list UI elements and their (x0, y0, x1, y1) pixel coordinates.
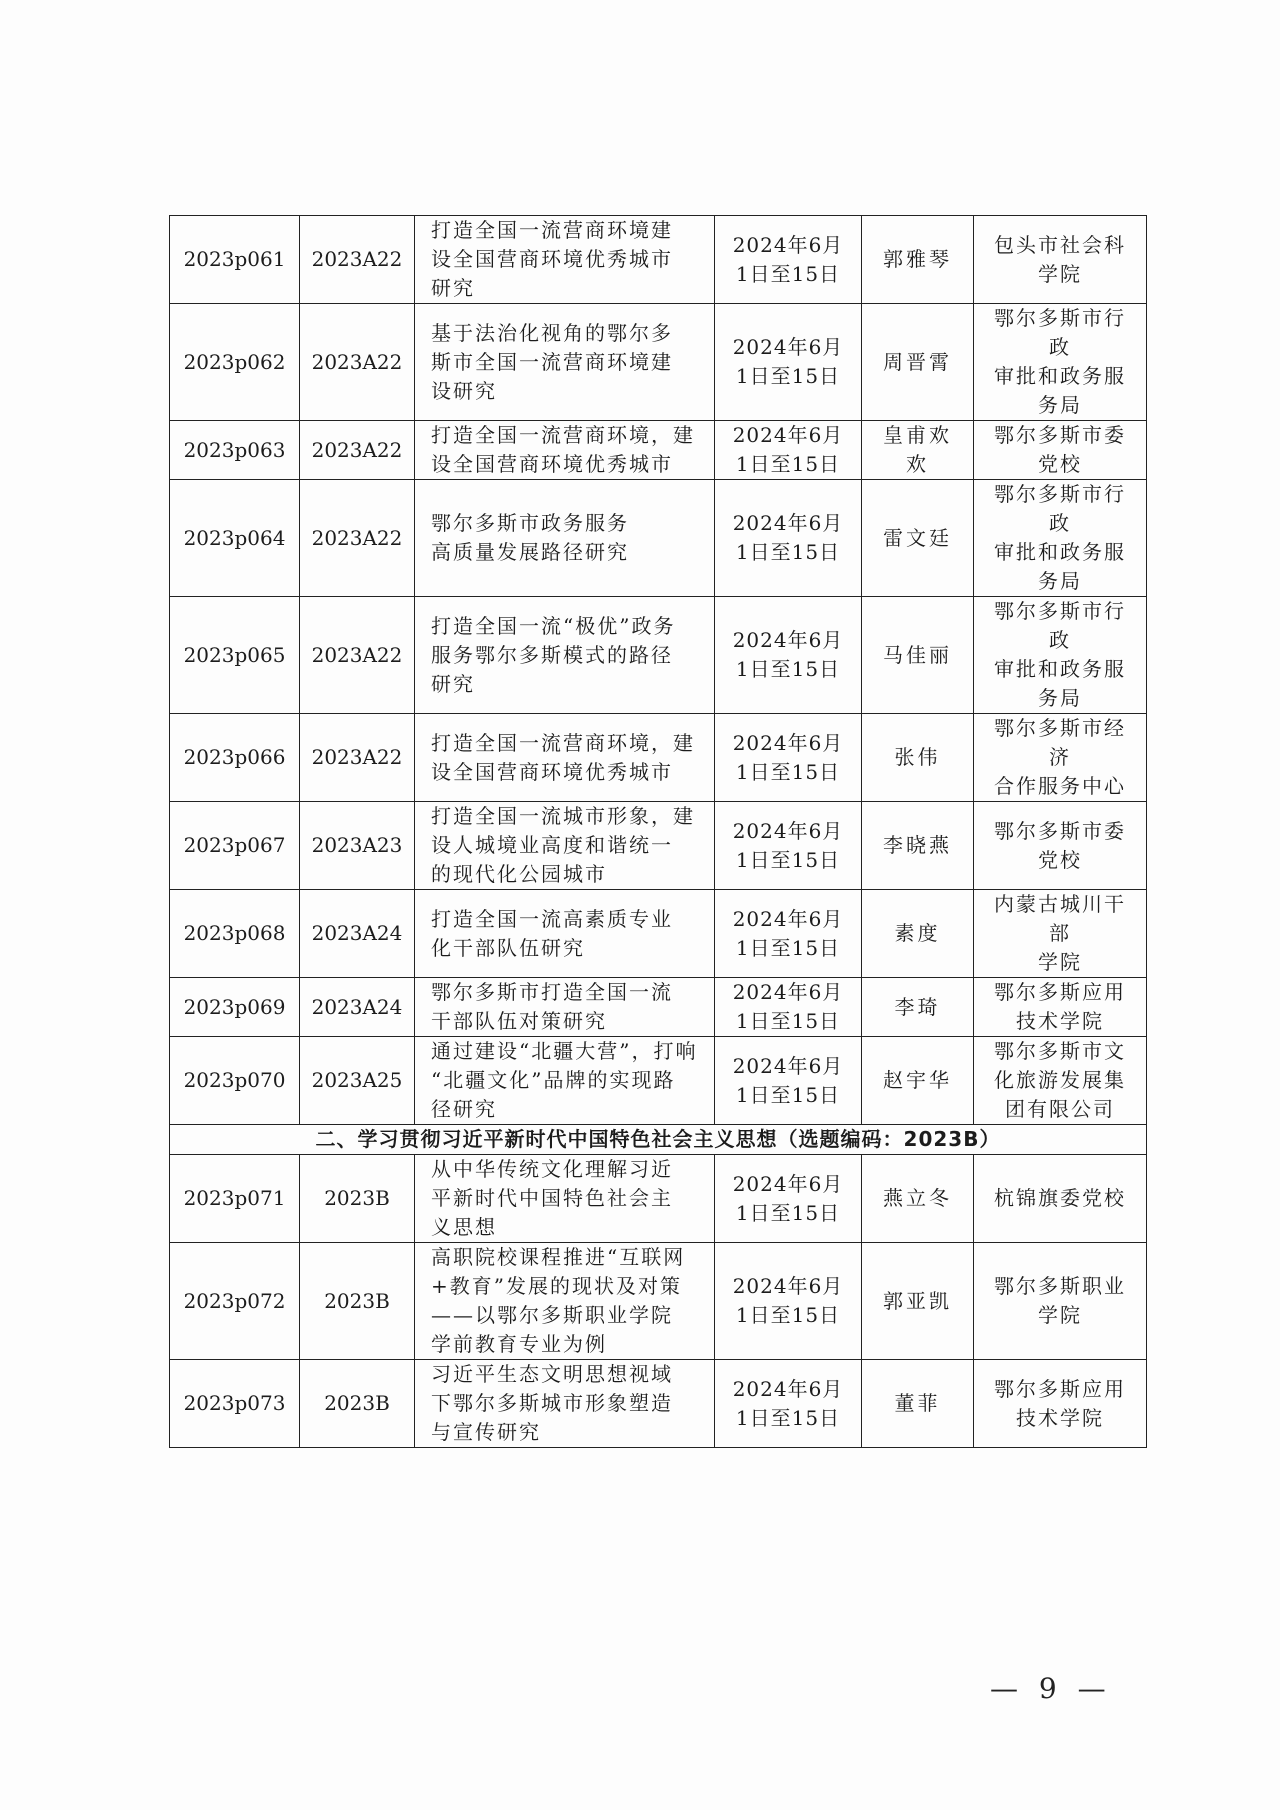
project-title-cell (415, 1243, 715, 1360)
person-cell-line: 欢 (906, 452, 929, 476)
date-cell-line: 1日至15日 (735, 847, 841, 872)
person-cell-line: 张伟 (894, 745, 941, 769)
date-cell-line: 1日至15日 (735, 364, 841, 388)
unit-cell-line: 务局 (1038, 686, 1082, 710)
unit-cell-line: 团有限公司 (1005, 1097, 1115, 1121)
project-title-cell-line: 服务鄂尔多斯模式的路径 (431, 642, 673, 667)
person-cell-line: 素度 (894, 921, 941, 945)
unit-cell (974, 597, 1147, 714)
project-title-cell-line: 义思想 (431, 1215, 497, 1239)
date-cell-line: 1日至15日 (735, 1405, 841, 1430)
project-title-cell (415, 890, 715, 978)
person-cell (862, 597, 974, 714)
project-title-cell (415, 304, 715, 421)
unit-cell-line: 学院 (1038, 950, 1082, 974)
unit-cell-line: 内蒙古城川干 (994, 892, 1126, 916)
topic-code-cell: 2023A23 (300, 802, 415, 890)
project-id-cell: 2023p063 (170, 421, 300, 480)
project-title-cell (415, 714, 715, 802)
person-cell (862, 890, 974, 978)
project-title-cell-line: 高质量发展路径研究 (431, 540, 629, 564)
unit-cell-line: 济 (1049, 745, 1071, 769)
date-cell-line: 1日至15日 (735, 1009, 841, 1033)
unit-cell (974, 1360, 1147, 1448)
project-title-cell-line: 研究 (431, 671, 475, 696)
topic-code-cell: 2023A22 (300, 714, 415, 802)
person-cell-line: 郭亚凯 (883, 1288, 952, 1313)
person-cell-line: 李琦 (894, 994, 941, 1019)
date-cell (715, 714, 862, 802)
unit-cell-line: 审批和政务服 (994, 364, 1126, 388)
project-title-cell-line: 学前教育专业为例 (431, 1332, 607, 1356)
date-cell (715, 802, 862, 890)
unit-cell-line: 鄂尔多斯市行 (994, 306, 1126, 330)
project-title-cell-line: 设全国营商环境优秀城市 (431, 247, 673, 271)
person-cell (862, 421, 974, 480)
project-title-cell-line: 从中华传统文化理解习近 (431, 1157, 673, 1181)
date-cell-line: 2024年6月 (732, 335, 844, 359)
unit-cell (974, 480, 1147, 597)
unit-cell-line: 政 (1049, 335, 1071, 359)
project-title-cell-line: 设全国营商环境优秀城市 (431, 759, 673, 784)
project-title-cell (415, 216, 715, 304)
project-title-cell-line: 研究 (431, 276, 475, 300)
project-title-cell-line: 鄂尔多斯市政务服务 (431, 511, 629, 535)
unit-cell-line: 鄂尔多斯应用 (994, 1376, 1126, 1401)
unit-cell (974, 1037, 1147, 1125)
project-id-cell: 2023p067 (170, 802, 300, 890)
section-heading: 二、学习贯彻习近平新时代中国特色社会主义思想（选题编码：2023B） (170, 1125, 1147, 1155)
person-cell (862, 304, 974, 421)
unit-cell-line: 技术学院 (1016, 1405, 1104, 1430)
unit-cell (974, 890, 1147, 978)
date-cell-line: 2024年6月 (732, 906, 844, 931)
unit-cell-line: 技术学院 (1016, 1009, 1104, 1033)
topic-code-cell: 2023A22 (300, 597, 415, 714)
date-cell-line: 2024年6月 (732, 1171, 844, 1196)
unit-cell-line: 合作服务中心 (994, 774, 1126, 798)
unit-cell (974, 802, 1147, 890)
unit-cell (974, 714, 1147, 802)
project-title-cell-line: 径研究 (431, 1097, 497, 1121)
table-row (170, 1037, 1147, 1125)
date-cell-line: 1日至15日 (735, 1082, 841, 1107)
unit-cell-line: 杭锦旗委党校 (994, 1186, 1126, 1210)
project-title-cell-line: 打造全国一流城市形象，建 (431, 804, 695, 828)
person-cell (862, 1243, 974, 1360)
project-id-cell: 2023p071 (170, 1155, 300, 1243)
topic-code-cell: 2023A22 (300, 421, 415, 480)
date-cell-line: 2024年6月 (732, 1274, 844, 1298)
topic-code-cell: 2023A24 (300, 890, 415, 978)
project-title-cell-line: 习近平生态文明思想视域 (431, 1362, 673, 1386)
project-title-cell (415, 421, 715, 480)
project-title-cell-line: 打造全国一流营商环境，建 (431, 730, 695, 755)
date-cell-line: 2024年6月 (732, 628, 844, 652)
unit-cell-line: 务局 (1038, 569, 1082, 593)
project-title-cell (415, 978, 715, 1037)
project-title-cell-line: 设研究 (431, 378, 497, 403)
unit-cell-line: 务局 (1038, 393, 1082, 417)
project-id-cell: 2023p061 (170, 216, 300, 304)
topic-code-cell: 2023A24 (300, 978, 415, 1037)
unit-cell-line: 鄂尔多斯市行 (994, 482, 1126, 506)
project-id-cell: 2023p065 (170, 597, 300, 714)
topic-code-cell: 2023B (300, 1155, 415, 1243)
project-title-cell-line: 干部队伍对策研究 (431, 1009, 607, 1033)
table-row (170, 1360, 1147, 1448)
person-cell-line: 雷文廷 (883, 525, 952, 550)
project-id-cell: 2023p068 (170, 890, 300, 978)
project-title-cell-line: “北疆文化”品牌的实现路 (431, 1068, 676, 1092)
project-title-cell-line: 下鄂尔多斯城市形象塑造 (431, 1391, 673, 1415)
person-cell (862, 1155, 974, 1243)
date-cell-line: 2024年6月 (732, 511, 844, 535)
table-row (170, 597, 1147, 714)
date-cell (715, 1155, 862, 1243)
unit-cell-line: 鄂尔多斯市行 (994, 599, 1126, 623)
topic-code-cell: 2023A22 (300, 216, 415, 304)
topic-table-body (170, 216, 1147, 1448)
unit-cell-line: 鄂尔多斯市委 (994, 423, 1126, 447)
table-row (170, 890, 1147, 978)
unit-cell (974, 1155, 1147, 1243)
project-title-cell (415, 480, 715, 597)
unit-cell-line: 鄂尔多斯市经 (994, 716, 1126, 740)
person-cell (862, 978, 974, 1037)
unit-cell-line: 部 (1049, 921, 1071, 945)
unit-cell-line: 政 (1049, 628, 1071, 652)
project-title-cell (415, 1155, 715, 1243)
project-title-cell (415, 1360, 715, 1448)
unit-cell-line: 鄂尔多斯市文 (994, 1039, 1126, 1063)
table-row (170, 480, 1147, 597)
project-title-cell-line: 与宣传研究 (431, 1420, 541, 1444)
topic-code-cell: 2023A22 (300, 480, 415, 597)
project-id-cell: 2023p070 (170, 1037, 300, 1125)
project-title-cell-line: 高职院校课程推进“互联网 (431, 1245, 686, 1269)
date-cell-line: 1日至15日 (735, 657, 841, 681)
project-title-cell-line: 的现代化公园城市 (431, 862, 607, 886)
date-cell (715, 216, 862, 304)
date-cell-line: 2024年6月 (732, 730, 844, 755)
table-row (170, 304, 1147, 421)
project-id-cell: 2023p072 (170, 1243, 300, 1360)
project-title-cell-line: 斯市全国一流营商环境建 (431, 349, 673, 374)
project-id-cell: 2023p062 (170, 304, 300, 421)
date-cell-line: 2024年6月 (732, 1376, 844, 1401)
person-cell-line: 李晓燕 (883, 833, 952, 857)
person-cell (862, 1037, 974, 1125)
person-cell (862, 714, 974, 802)
unit-cell (974, 216, 1147, 304)
topic-code-cell: 2023A22 (300, 304, 415, 421)
project-title-cell-line: 通过建设“北疆大营”，打响 (431, 1039, 698, 1063)
project-title-cell (415, 597, 715, 714)
date-cell-line: 1日至15日 (735, 935, 841, 960)
date-cell-line: 1日至15日 (735, 261, 841, 286)
date-cell-line: 2024年6月 (732, 818, 844, 843)
project-id-cell: 2023p073 (170, 1360, 300, 1448)
date-cell-line: 1日至15日 (735, 1200, 841, 1225)
date-cell (715, 890, 862, 978)
project-title-cell-line: 设人城境业高度和谐统一 (431, 833, 673, 857)
unit-cell-line: 政 (1049, 511, 1071, 535)
project-title-cell-line: ——以鄂尔多斯职业学院 (431, 1303, 673, 1327)
date-cell-line: 1日至15日 (735, 452, 841, 476)
project-title-cell-line: 打造全国一流营商环境建 (431, 218, 673, 242)
project-id-cell: 2023p069 (170, 978, 300, 1037)
project-title-cell-line: 打造全国一流“极优”政务 (431, 613, 676, 638)
project-title-cell (415, 1037, 715, 1125)
person-cell-line: 皇甫欢 (883, 423, 952, 447)
date-cell-line: 1日至15日 (735, 540, 841, 564)
project-id-cell: 2023p066 (170, 714, 300, 802)
unit-cell-line: 党校 (1038, 847, 1082, 872)
person-cell-line: 郭雅琴 (883, 247, 952, 271)
date-cell (715, 978, 862, 1037)
date-cell-line: 2024年6月 (732, 232, 844, 257)
date-cell (715, 1243, 862, 1360)
unit-cell-line: 鄂尔多斯职业 (994, 1274, 1126, 1298)
topic-code-cell: 2023B (300, 1360, 415, 1448)
table-row (170, 978, 1147, 1037)
person-cell (862, 802, 974, 890)
project-title-cell-line: 鄂尔多斯市打造全国一流 (431, 980, 673, 1004)
unit-cell-line: 化旅游发展集 (994, 1068, 1126, 1092)
date-cell (715, 1360, 862, 1448)
unit-cell-line: 鄂尔多斯应用 (994, 980, 1126, 1004)
project-title-cell-line: 设全国营商环境优秀城市 (431, 452, 673, 476)
unit-cell (974, 304, 1147, 421)
date-cell (715, 304, 862, 421)
person-cell (862, 480, 974, 597)
person-cell (862, 216, 974, 304)
date-cell-line: 1日至15日 (735, 759, 841, 784)
unit-cell-line: 党校 (1038, 452, 1082, 476)
project-title-cell-line: 化干部队伍研究 (431, 935, 585, 960)
unit-cell-line: 学院 (1038, 261, 1082, 286)
topic-table (169, 215, 1147, 1448)
date-cell (715, 1037, 862, 1125)
unit-cell (974, 978, 1147, 1037)
table-row (170, 1243, 1147, 1360)
topic-code-cell: 2023A25 (300, 1037, 415, 1125)
table-row (170, 1155, 1147, 1243)
person-cell-line: 马佳丽 (883, 642, 952, 667)
date-cell (715, 480, 862, 597)
person-cell (862, 1360, 974, 1448)
date-cell-line: 2024年6月 (732, 423, 844, 447)
unit-cell-line: 包头市社会科 (994, 232, 1126, 257)
person-cell-line: 燕立冬 (883, 1186, 952, 1210)
project-title-cell-line: 平新时代中国特色社会主 (431, 1186, 673, 1210)
unit-cell-line: 审批和政务服 (994, 657, 1126, 681)
project-title-cell-line: 基于法治化视角的鄂尔多 (431, 320, 673, 345)
project-title-cell-line: 打造全国一流营商环境，建 (431, 423, 695, 447)
unit-cell (974, 421, 1147, 480)
person-cell-line: 董菲 (894, 1391, 941, 1415)
date-cell (715, 421, 862, 480)
project-title-cell-line: 打造全国一流高素质专业 (431, 906, 673, 931)
unit-cell-line: 学院 (1038, 1303, 1082, 1327)
page-number: — 9 — (990, 1672, 1112, 1705)
person-cell-line: 赵宇华 (883, 1068, 952, 1092)
project-title-cell-line: +教育”发展的现状及对策 (431, 1274, 682, 1298)
project-id-cell: 2023p064 (170, 480, 300, 597)
unit-cell-line: 审批和政务服 (994, 540, 1126, 564)
person-cell-line: 周晋霄 (883, 349, 952, 374)
table-row (170, 714, 1147, 802)
topic-code-cell: 2023B (300, 1243, 415, 1360)
project-title-cell (415, 802, 715, 890)
section-heading-row (170, 1125, 1147, 1155)
date-cell-line: 1日至15日 (735, 1303, 841, 1327)
date-cell-line: 2024年6月 (732, 980, 844, 1004)
date-cell-line: 2024年6月 (732, 1053, 844, 1078)
table-row (170, 216, 1147, 304)
table-row (170, 421, 1147, 480)
unit-cell-line: 鄂尔多斯市委 (994, 818, 1126, 843)
table-row (170, 802, 1147, 890)
date-cell (715, 597, 862, 714)
unit-cell (974, 1243, 1147, 1360)
